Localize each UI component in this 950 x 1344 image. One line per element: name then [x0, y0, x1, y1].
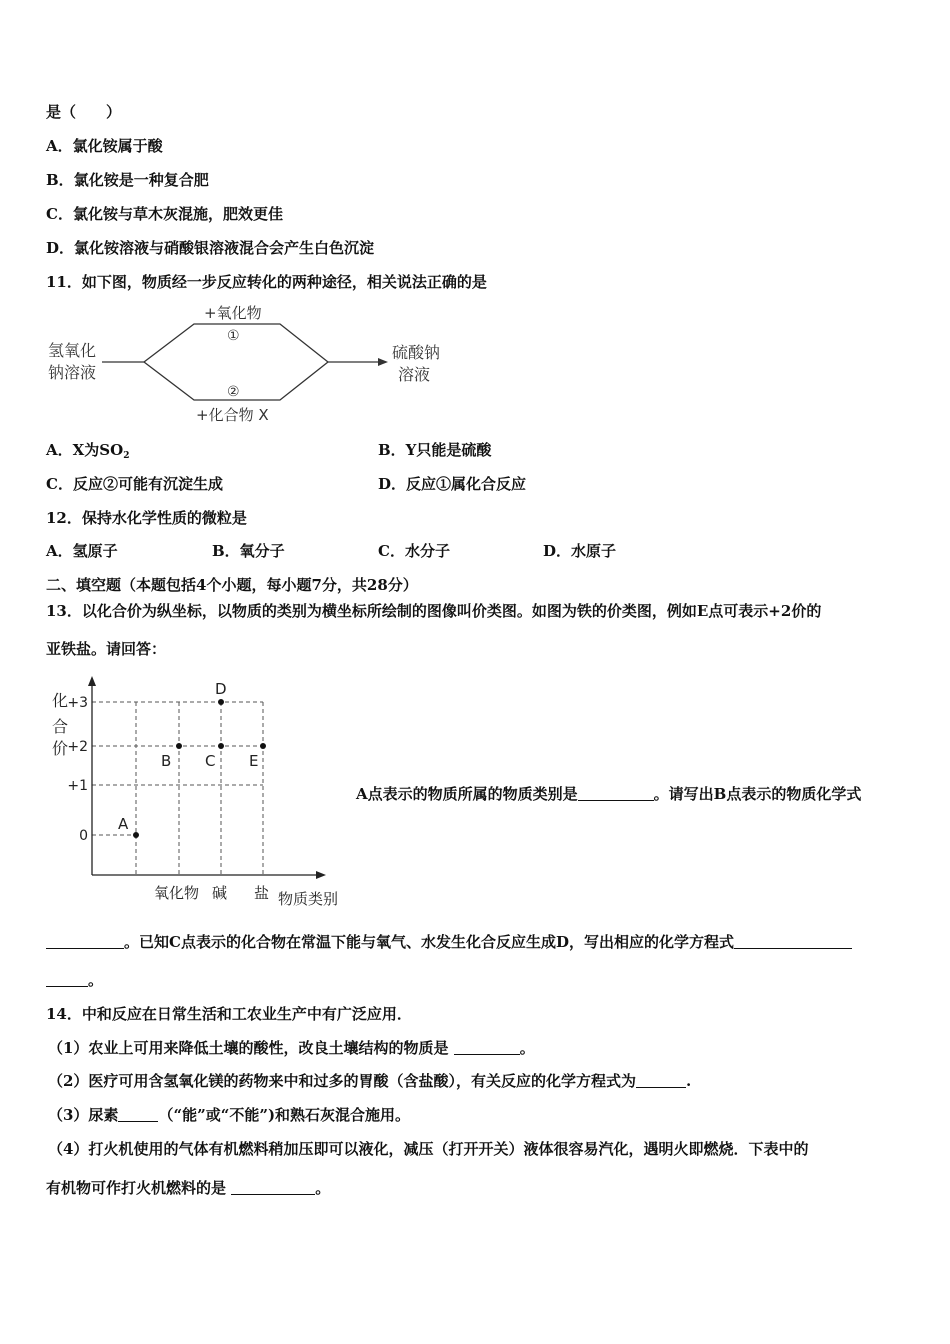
q10-option-d: [46, 238, 374, 258]
q14-part1: [48, 1038, 535, 1058]
q13-line2: 亚铁盐。请回答：: [46, 640, 167, 658]
q11-option-c: C．反应②可能有沉淀生成: [46, 475, 223, 493]
diagram-bottom-label: +化合物 X: [196, 406, 269, 424]
arrow-head-icon: [378, 358, 388, 366]
q13-line3: [46, 932, 852, 952]
option-text: 氯化铵属于酸: [72, 137, 163, 155]
data-point-c: [218, 743, 224, 749]
q11-option-a: [46, 440, 129, 466]
answer-blank-7[interactable]: [231, 1179, 315, 1195]
y-axis-label-3: 价: [52, 739, 69, 758]
q12-option-d: D．水原子: [543, 542, 617, 560]
option-label: C．: [46, 205, 73, 223]
data-label-a: A: [118, 815, 129, 833]
y-tick-label: +3: [67, 695, 88, 711]
answer-blank-4[interactable]: [454, 1039, 520, 1055]
q14-p4-text: 有机物可作打火机燃料的是: [46, 1179, 227, 1197]
data-label-d: D: [215, 680, 227, 698]
answer-blank-5[interactable]: [636, 1072, 686, 1088]
q13-side-b: 。请写出B点表示的物质化学式: [653, 785, 862, 803]
q14-p1-text: （1）农业上可用来降低土壤的酸性，改良土壤结构的物质是: [48, 1039, 449, 1057]
section-title: 二、填空题（本题包括4个小题，每小题7分，共28分）: [46, 576, 418, 594]
option-label: A．: [46, 137, 73, 155]
data-label-b: B: [161, 752, 172, 770]
data-point-e: [260, 743, 266, 749]
diagram-end-line1: 硫酸钠: [392, 343, 441, 362]
option-label: D．: [46, 239, 75, 257]
y-tick-label: +1: [67, 778, 88, 794]
diagram-top-label: +氧化物: [204, 304, 262, 322]
q12-option-b: B．氧分子: [212, 542, 285, 560]
q11-option-d: D．反应①属化合反应: [378, 475, 527, 493]
data-point-a: [133, 832, 139, 838]
q14-part2: [48, 1071, 691, 1091]
q14-part3: [48, 1105, 410, 1125]
option-text: 氯化铵溶液与硝酸银溶液混合会产生白色沉淀: [74, 239, 375, 257]
q11-reaction-diagram: [44, 298, 464, 428]
q14-p4-end: 。: [315, 1179, 331, 1197]
answer-blank-2[interactable]: [46, 933, 124, 949]
option-a-text: A．X为SO: [46, 441, 124, 459]
x-category-label: 碱: [212, 884, 228, 902]
diagram-start-line1: 氢氧化: [48, 341, 97, 360]
diagram-end-line2: 溶液: [398, 365, 431, 384]
answer-blank-3-cont[interactable]: [46, 971, 88, 987]
iron-valence-chart: [44, 672, 354, 912]
q10-option-a: [46, 136, 163, 156]
q13-side-a: A点表示的物质所属的物质类别是: [356, 785, 578, 803]
x-category-label: 盐: [254, 884, 270, 902]
q12-stem: 12．保持水化学性质的微粒是: [46, 509, 247, 527]
q14-p2-text: （2）医疗可用含氢氧化镁的药物来中和过多的胃酸（含盐酸），有关反应的化学方程式为: [48, 1072, 636, 1090]
y-tick-label: +2: [67, 739, 88, 755]
x-category-label: 氧化物: [154, 884, 200, 902]
q12-option-c: C．水分子: [378, 542, 450, 560]
answer-blank-3[interactable]: [734, 933, 852, 949]
data-point-b: [176, 743, 182, 749]
diagram-top-number: ①: [227, 328, 240, 344]
q14-p3-a: （3）尿素: [48, 1106, 119, 1124]
q14-p2-end: .: [685, 1072, 692, 1090]
diagram-start-line2: 钠溶液: [48, 363, 97, 382]
q13-line3-text: 。已知C点表示的化合物在常温下能与氧气、水发生化合反应生成D，写出相应的化学方程式: [124, 933, 734, 951]
y-axis-arrow-icon: [88, 676, 96, 686]
q13-line4: [46, 970, 103, 990]
x-axis-arrow-icon: [316, 871, 326, 879]
q13-side-text: [356, 784, 861, 804]
y-axis-label-2: 合: [52, 717, 69, 736]
q14-p1-end: 。: [519, 1039, 535, 1057]
q14-part4-line2: [46, 1178, 330, 1198]
q11-option-b: B．Y只能是硫酸: [378, 441, 492, 459]
option-label: B．: [46, 171, 74, 189]
answer-blank-6[interactable]: [118, 1106, 158, 1122]
option-a-subscript: 2: [123, 451, 130, 461]
q10-option-c: [46, 204, 283, 224]
data-point-d: [218, 699, 224, 705]
q13-line1: 13．以化合价为纵坐标，以物质的类别为横坐标所绘制的图像叫价类图。如图为铁的价类图，例如E点可表示+2价的: [46, 602, 822, 620]
q14-stem: 14．中和反应在日常生活和工农业生产中有广泛应用．: [46, 1005, 412, 1023]
y-tick-label: 0: [79, 828, 88, 844]
y-axis-label-1: 化: [52, 691, 69, 710]
option-text: 氯化铵是一种复合肥: [73, 171, 209, 189]
data-label-c: C: [205, 752, 216, 770]
data-label-e: E: [249, 752, 259, 770]
q10-option-b: [46, 170, 209, 190]
answer-blank-1[interactable]: [578, 785, 654, 801]
q14-part4-line1: （4）打火机使用的气体有机燃料稍加压即可以液化，减压（打开开关）液体很容易汽化，遇明火即燃烧．下表中的: [48, 1140, 809, 1158]
option-text: 氯化铵与草木灰混施，肥效更佳: [72, 205, 283, 223]
q13-line4-end: 。: [88, 971, 104, 989]
q14-p3-b: （“能”或“不能”)和熟石灰混合施用。: [158, 1106, 411, 1124]
x-axis-label: 物质类别: [278, 890, 339, 908]
q12-option-a: A．氢原子: [46, 542, 118, 560]
q11-stem: 11．如下图，物质经一步反应转化的两种途径，相关说法正确的是: [46, 273, 487, 291]
diagram-bottom-number: ②: [227, 384, 240, 400]
q10-stem-tail: 是（ ）: [46, 103, 122, 121]
